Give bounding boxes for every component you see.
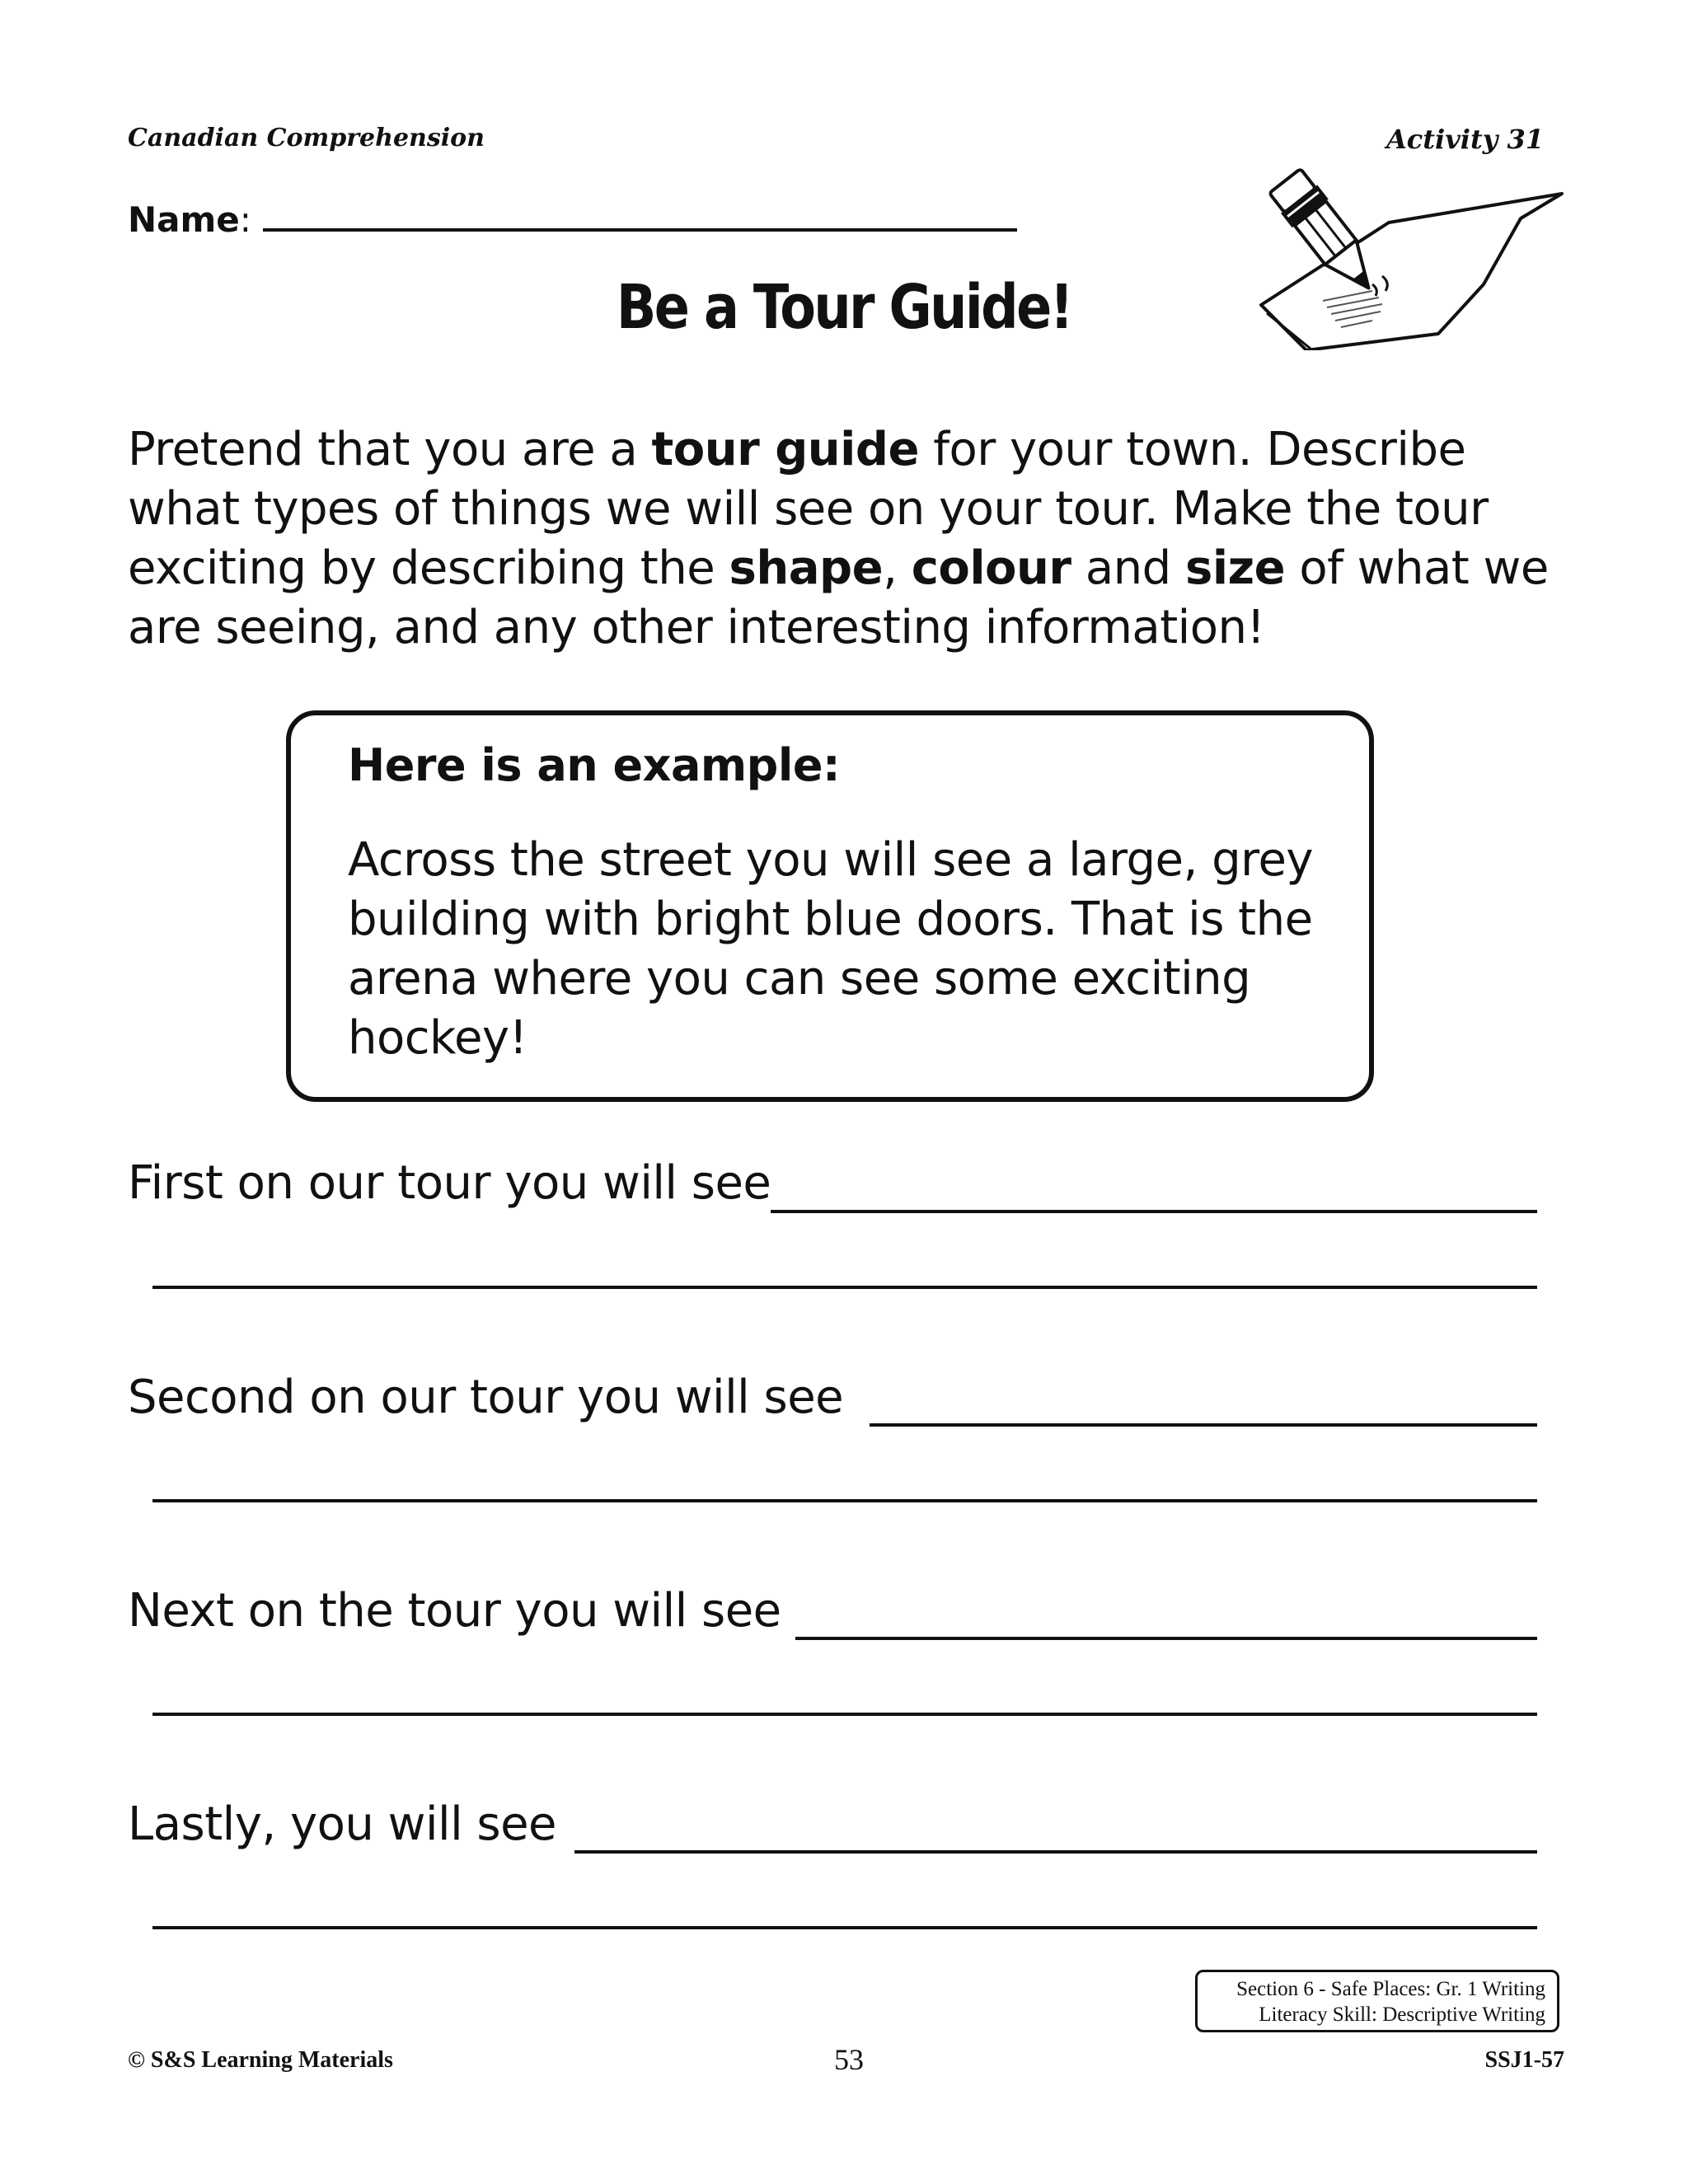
activity-number: Activity 31: [1386, 124, 1544, 155]
answer-line[interactable]: [771, 1210, 1537, 1213]
instructions-text: Pretend that you are a: [128, 423, 652, 476]
prompt-first: First on our tour you will see: [128, 1156, 771, 1210]
name-colon: :: [239, 199, 251, 240]
instructions-emphasis: size: [1184, 541, 1286, 595]
skill-info-box: [1195, 1970, 1559, 2032]
instructions-text: ,: [883, 541, 912, 595]
pencil-writing-on-paper-icon: [1249, 161, 1566, 350]
prompt-second: Second on our tour you will see: [128, 1371, 844, 1424]
name-write-line[interactable]: [263, 194, 1017, 232]
instructions-paragraph: [128, 420, 1578, 658]
section-label: Section 6 - Safe Places: Gr. 1 Writing: [1236, 1978, 1545, 2000]
instructions-text: of what we are seeing, and any other interesting information!: [128, 541, 1549, 654]
name-label: Name: [128, 199, 240, 240]
prompt-lastly: Lastly, you will see: [128, 1797, 557, 1851]
name-field: [128, 194, 1017, 240]
instructions-text: for your town. Describe what types of things we will see on your tour. Make the tour exciting by describing the: [128, 423, 1489, 595]
page-number: 53: [834, 2043, 864, 2076]
answer-line[interactable]: [152, 1926, 1537, 1929]
product-code: SSJ1-57: [1484, 2047, 1564, 2073]
answer-line[interactable]: [152, 1713, 1537, 1716]
prompt-next: Next on the tour you will see: [128, 1584, 781, 1638]
example-heading: Here is an example:: [348, 739, 841, 791]
answer-line[interactable]: [152, 1499, 1537, 1502]
literacy-skill-label: Literacy Skill: Descriptive Writing: [1259, 2004, 1545, 2026]
answer-line[interactable]: [795, 1637, 1537, 1640]
answer-line[interactable]: [152, 1286, 1537, 1289]
copyright: © S&S Learning Materials: [128, 2047, 393, 2073]
instructions-emphasis: colour: [911, 541, 1071, 595]
instructions-text: and: [1071, 541, 1185, 595]
instructions-emphasis: shape: [729, 541, 884, 595]
instructions-emphasis: tour guide: [651, 423, 919, 476]
book-title: Canadian Comprehension: [128, 124, 485, 152]
page-title: Be a Tour Guide!: [616, 272, 1072, 343]
example-text: Across the street you will see a large, grey building with bright blue doors. That is the arena where you can see some exciting hockey!: [348, 833, 1314, 1065]
answer-line[interactable]: [870, 1423, 1537, 1427]
answer-line[interactable]: [574, 1850, 1537, 1854]
